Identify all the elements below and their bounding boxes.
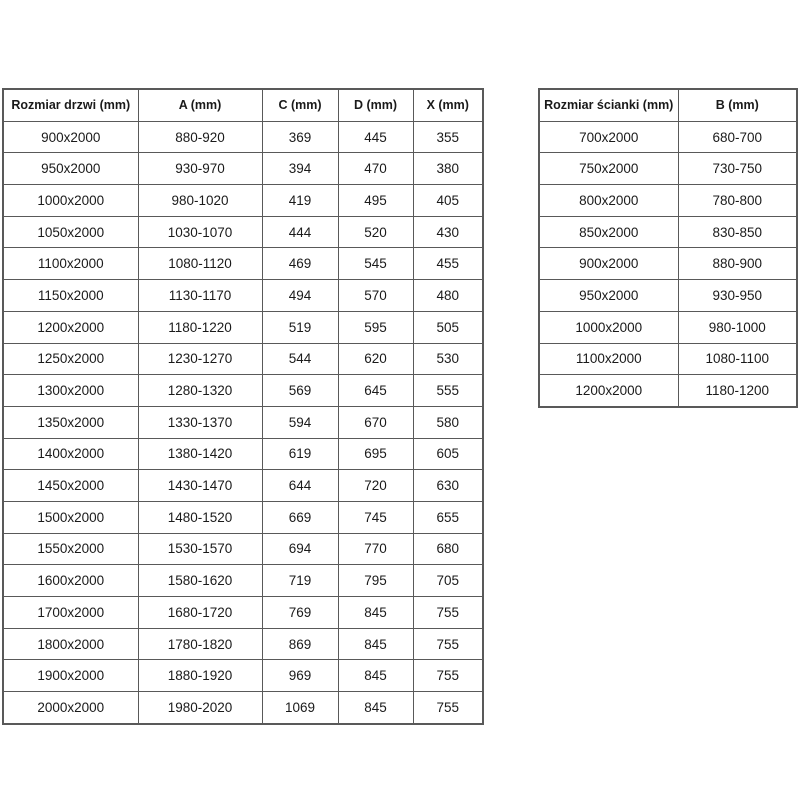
table-cell: 845	[338, 597, 413, 629]
table-cell: 419	[262, 185, 338, 217]
table-cell: 605	[413, 438, 483, 470]
table-row	[3, 343, 483, 375]
table-cell: 545	[338, 248, 413, 280]
table-cell: 1030-1070	[138, 216, 262, 248]
table-cell: 1180-1200	[678, 375, 797, 407]
table-cell: 1080-1100	[678, 343, 797, 375]
table-cell: 980-1020	[138, 185, 262, 217]
header-row	[539, 89, 797, 121]
table-cell: 1550x2000	[3, 533, 138, 565]
table-cell: 869	[262, 628, 338, 660]
column-header: B (mm)	[678, 89, 797, 121]
table-cell: 469	[262, 248, 338, 280]
table-cell: 695	[338, 438, 413, 470]
table-row	[539, 185, 797, 217]
table-cell: 1100x2000	[3, 248, 138, 280]
table-cell: 1150x2000	[3, 280, 138, 312]
table-row	[539, 343, 797, 375]
table-cell: 455	[413, 248, 483, 280]
table-row	[3, 692, 483, 724]
table-cell: 619	[262, 438, 338, 470]
table-cell: 830-850	[678, 216, 797, 248]
table-row	[3, 311, 483, 343]
table-row	[3, 248, 483, 280]
table-row	[3, 375, 483, 407]
table-row	[3, 660, 483, 692]
table-cell: 380	[413, 153, 483, 185]
table-cell: 405	[413, 185, 483, 217]
table-cell: 755	[413, 597, 483, 629]
table-cell: 1430-1470	[138, 470, 262, 502]
table-cell: 595	[338, 311, 413, 343]
table-cell: 444	[262, 216, 338, 248]
table-cell: 1000x2000	[3, 185, 138, 217]
table-row	[3, 533, 483, 565]
table-cell: 880-900	[678, 248, 797, 280]
table-cell: 1330-1370	[138, 406, 262, 438]
table-cell: 950x2000	[539, 280, 678, 312]
table-cell: 1130-1170	[138, 280, 262, 312]
table-row	[539, 216, 797, 248]
table-cell: 1580-1620	[138, 565, 262, 597]
table-cell: 755	[413, 628, 483, 660]
table-cell: 755	[413, 660, 483, 692]
table-row	[3, 121, 483, 153]
door-size-table	[2, 88, 484, 725]
table-cell: 355	[413, 121, 483, 153]
table-cell: 694	[262, 533, 338, 565]
table-cell: 369	[262, 121, 338, 153]
table-cell: 620	[338, 343, 413, 375]
column-header: Rozmiar ścianki (mm)	[539, 89, 678, 121]
table-cell: 980-1000	[678, 311, 797, 343]
table-cell: 1680-1720	[138, 597, 262, 629]
table-cell: 1780-1820	[138, 628, 262, 660]
table-cell: 1200x2000	[3, 311, 138, 343]
table-cell: 1280-1320	[138, 375, 262, 407]
table-cell: 680	[413, 533, 483, 565]
table-row	[3, 628, 483, 660]
table-cell: 530	[413, 343, 483, 375]
table-row	[3, 565, 483, 597]
table-cell: 1480-1520	[138, 501, 262, 533]
table-row	[3, 597, 483, 629]
table-row	[3, 501, 483, 533]
table-cell: 705	[413, 565, 483, 597]
table-cell: 394	[262, 153, 338, 185]
table-cell: 719	[262, 565, 338, 597]
table-row	[3, 153, 483, 185]
table-cell: 1350x2000	[3, 406, 138, 438]
table-row	[539, 153, 797, 185]
table-cell: 544	[262, 343, 338, 375]
table-row	[3, 470, 483, 502]
column-header: Rozmiar drzwi (mm)	[3, 89, 138, 121]
table-row	[3, 216, 483, 248]
table-cell: 445	[338, 121, 413, 153]
table-cell: 1230-1270	[138, 343, 262, 375]
table-cell: 1880-1920	[138, 660, 262, 692]
table-cell: 930-970	[138, 153, 262, 185]
table-cell: 670	[338, 406, 413, 438]
table-cell: 950x2000	[3, 153, 138, 185]
table-cell: 555	[413, 375, 483, 407]
table-cell: 570	[338, 280, 413, 312]
table-cell: 800x2000	[539, 185, 678, 217]
table-cell: 769	[262, 597, 338, 629]
table-cell: 1530-1570	[138, 533, 262, 565]
table-cell: 1080-1120	[138, 248, 262, 280]
table-cell: 845	[338, 628, 413, 660]
table-cell: 630	[413, 470, 483, 502]
table-cell: 845	[338, 660, 413, 692]
column-header: D (mm)	[338, 89, 413, 121]
column-header: X (mm)	[413, 89, 483, 121]
table-cell: 845	[338, 692, 413, 724]
table-row	[539, 311, 797, 343]
table-cell: 505	[413, 311, 483, 343]
table-cell: 594	[262, 406, 338, 438]
table-cell: 470	[338, 153, 413, 185]
table-cell: 480	[413, 280, 483, 312]
table-cell: 519	[262, 311, 338, 343]
table-row	[3, 185, 483, 217]
table-row	[3, 280, 483, 312]
table-cell: 900x2000	[539, 248, 678, 280]
table-cell: 795	[338, 565, 413, 597]
table-cell: 1400x2000	[3, 438, 138, 470]
table-cell: 644	[262, 470, 338, 502]
table-cell: 900x2000	[3, 121, 138, 153]
table-cell: 680-700	[678, 121, 797, 153]
table-cell: 580	[413, 406, 483, 438]
table-cell: 770	[338, 533, 413, 565]
table-cell: 1100x2000	[539, 343, 678, 375]
table-cell: 1000x2000	[539, 311, 678, 343]
table-cell: 730-750	[678, 153, 797, 185]
table-row	[539, 375, 797, 407]
table-cell: 2000x2000	[3, 692, 138, 724]
table-cell: 1250x2000	[3, 343, 138, 375]
table-cell: 745	[338, 501, 413, 533]
table-cell: 669	[262, 501, 338, 533]
table-cell: 1800x2000	[3, 628, 138, 660]
table-cell: 780-800	[678, 185, 797, 217]
table-row	[539, 248, 797, 280]
table-cell: 930-950	[678, 280, 797, 312]
table-cell: 1300x2000	[3, 375, 138, 407]
table-cell: 520	[338, 216, 413, 248]
table-cell: 495	[338, 185, 413, 217]
header-row	[3, 89, 483, 121]
table-cell: 880-920	[138, 121, 262, 153]
table-cell: 700x2000	[539, 121, 678, 153]
table-row	[539, 280, 797, 312]
table-cell: 569	[262, 375, 338, 407]
table-cell: 1180-1220	[138, 311, 262, 343]
table-cell: 720	[338, 470, 413, 502]
table-cell: 494	[262, 280, 338, 312]
table-cell: 750x2000	[539, 153, 678, 185]
table-cell: 850x2000	[539, 216, 678, 248]
table-cell: 1980-2020	[138, 692, 262, 724]
table-cell: 1450x2000	[3, 470, 138, 502]
table-cell: 1200x2000	[539, 375, 678, 407]
table-cell: 645	[338, 375, 413, 407]
table-cell: 1380-1420	[138, 438, 262, 470]
table-cell: 1600x2000	[3, 565, 138, 597]
wall-size-table	[538, 88, 798, 408]
table-cell: 1500x2000	[3, 501, 138, 533]
table-cell: 1050x2000	[3, 216, 138, 248]
column-header: C (mm)	[262, 89, 338, 121]
table-cell: 969	[262, 660, 338, 692]
column-header: A (mm)	[138, 89, 262, 121]
table-row	[3, 438, 483, 470]
table-row	[539, 121, 797, 153]
table-cell: 1069	[262, 692, 338, 724]
table-row	[3, 406, 483, 438]
table-cell: 1900x2000	[3, 660, 138, 692]
table-cell: 655	[413, 501, 483, 533]
table-cell: 1700x2000	[3, 597, 138, 629]
table-cell: 430	[413, 216, 483, 248]
table-cell: 755	[413, 692, 483, 724]
